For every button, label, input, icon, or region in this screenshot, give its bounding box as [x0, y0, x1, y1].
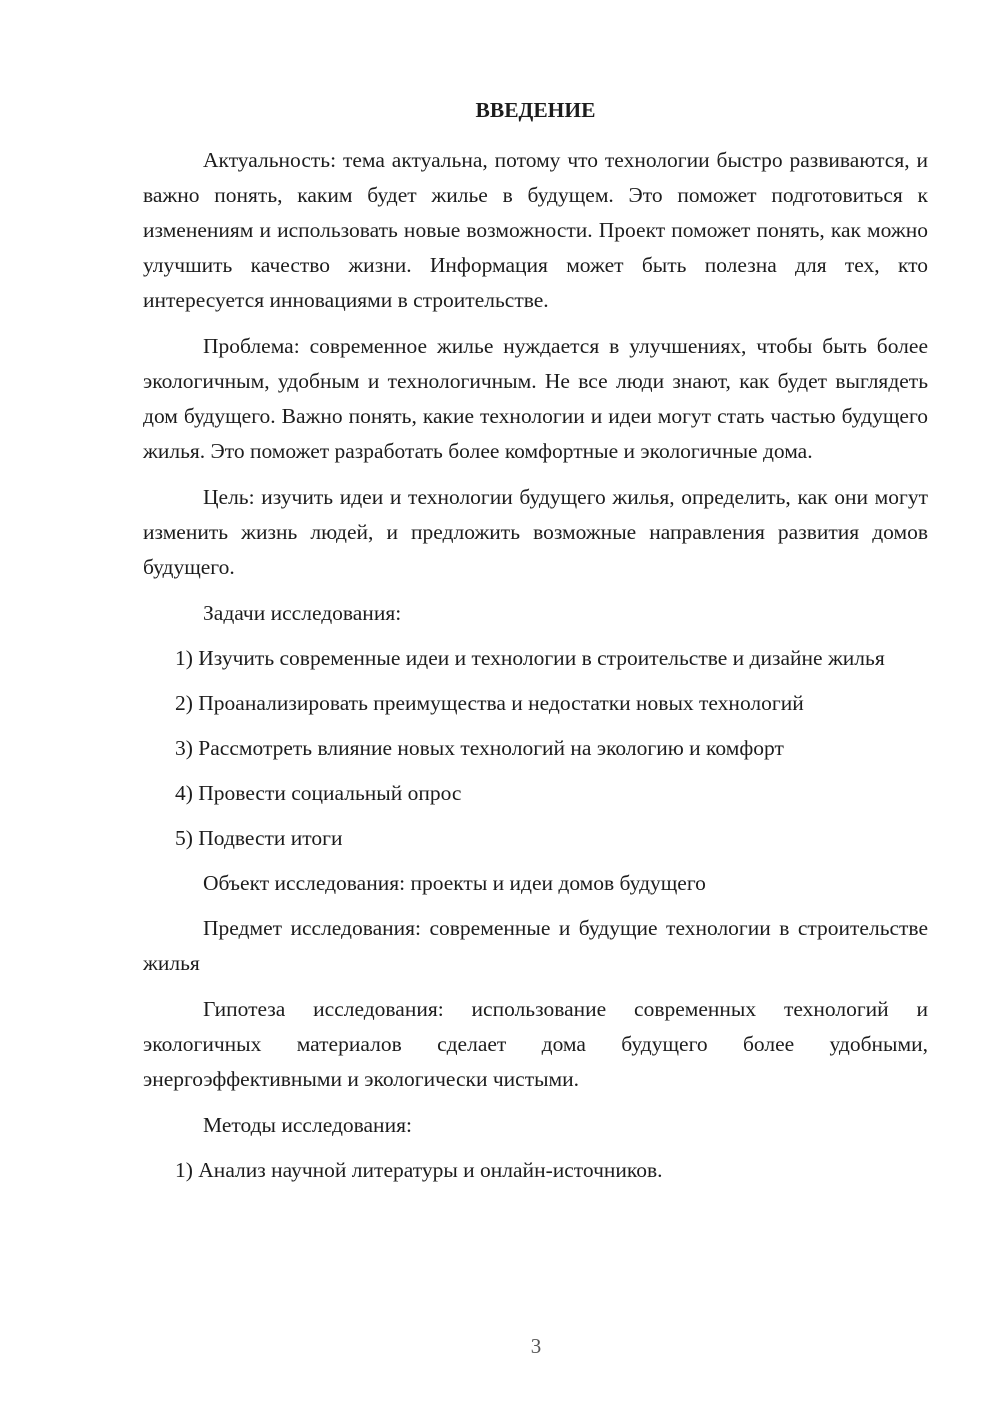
- method-item: 1) Анализ научной литературы и онлайн-источников.: [175, 1158, 663, 1182]
- problem-paragraph: Проблема: современное жилье нуждается в улучшениях, чтобы быть более экологичным, удобным и технологичным. Не все люди знают, как будет выглядеть дом будущего. Важно понять, какие технологии и идеи могут стать частью будущего жилья. Это поможет разработать более комфортные и экологичные дома.: [143, 334, 928, 463]
- task-item: 1) Изучить современные идеи и технологии в строительстве и дизайне жилья: [175, 646, 885, 670]
- methods-title: Методы исследования:: [203, 1113, 412, 1137]
- hypothesis-paragraph: Гипотеза исследования: использование современных технологий и экологичных материалов сделает дома будущего более удобными, энергоэффективными и экологически чистыми.: [143, 997, 928, 1091]
- object-paragraph: Объект исследования: проекты и идеи домов будущего: [203, 871, 706, 895]
- relevance-paragraph: Актуальность: тема актуальна, потому что технологии быстро развиваются, и важно понять, каким будет жилье в будущем. Это поможет подготовиться к изменениям и использовать новые возможности. Проект поможет понять, как можно улучшить качество жизни. Информация может быть полезна для тех, кто интересуется инновациями в строительстве.: [143, 148, 928, 312]
- subject-paragraph: Предмет исследования: современные и будущие технологии в строительстве жилья: [143, 916, 928, 975]
- section-heading: ВВЕДЕНИЕ: [475, 98, 596, 122]
- task-item: 3) Рассмотреть влияние новых технологий на экологию и комфорт: [175, 736, 784, 760]
- tasks-title: Задачи исследования:: [203, 601, 402, 625]
- task-item: 5) Подвести итоги: [175, 826, 343, 850]
- task-item: 2) Проанализировать преимущества и недостатки новых технологий: [175, 691, 804, 715]
- page-content: [143, 93, 928, 1198]
- goal-paragraph: Цель: изучить идеи и технологии будущего жилья, определить, как они могут изменить жизнь людей, и предложить возможные направления развития домов будущего.: [143, 485, 928, 579]
- task-item: 4) Провести социальный опрос: [175, 781, 462, 805]
- page-number: 3: [530, 1334, 542, 1358]
